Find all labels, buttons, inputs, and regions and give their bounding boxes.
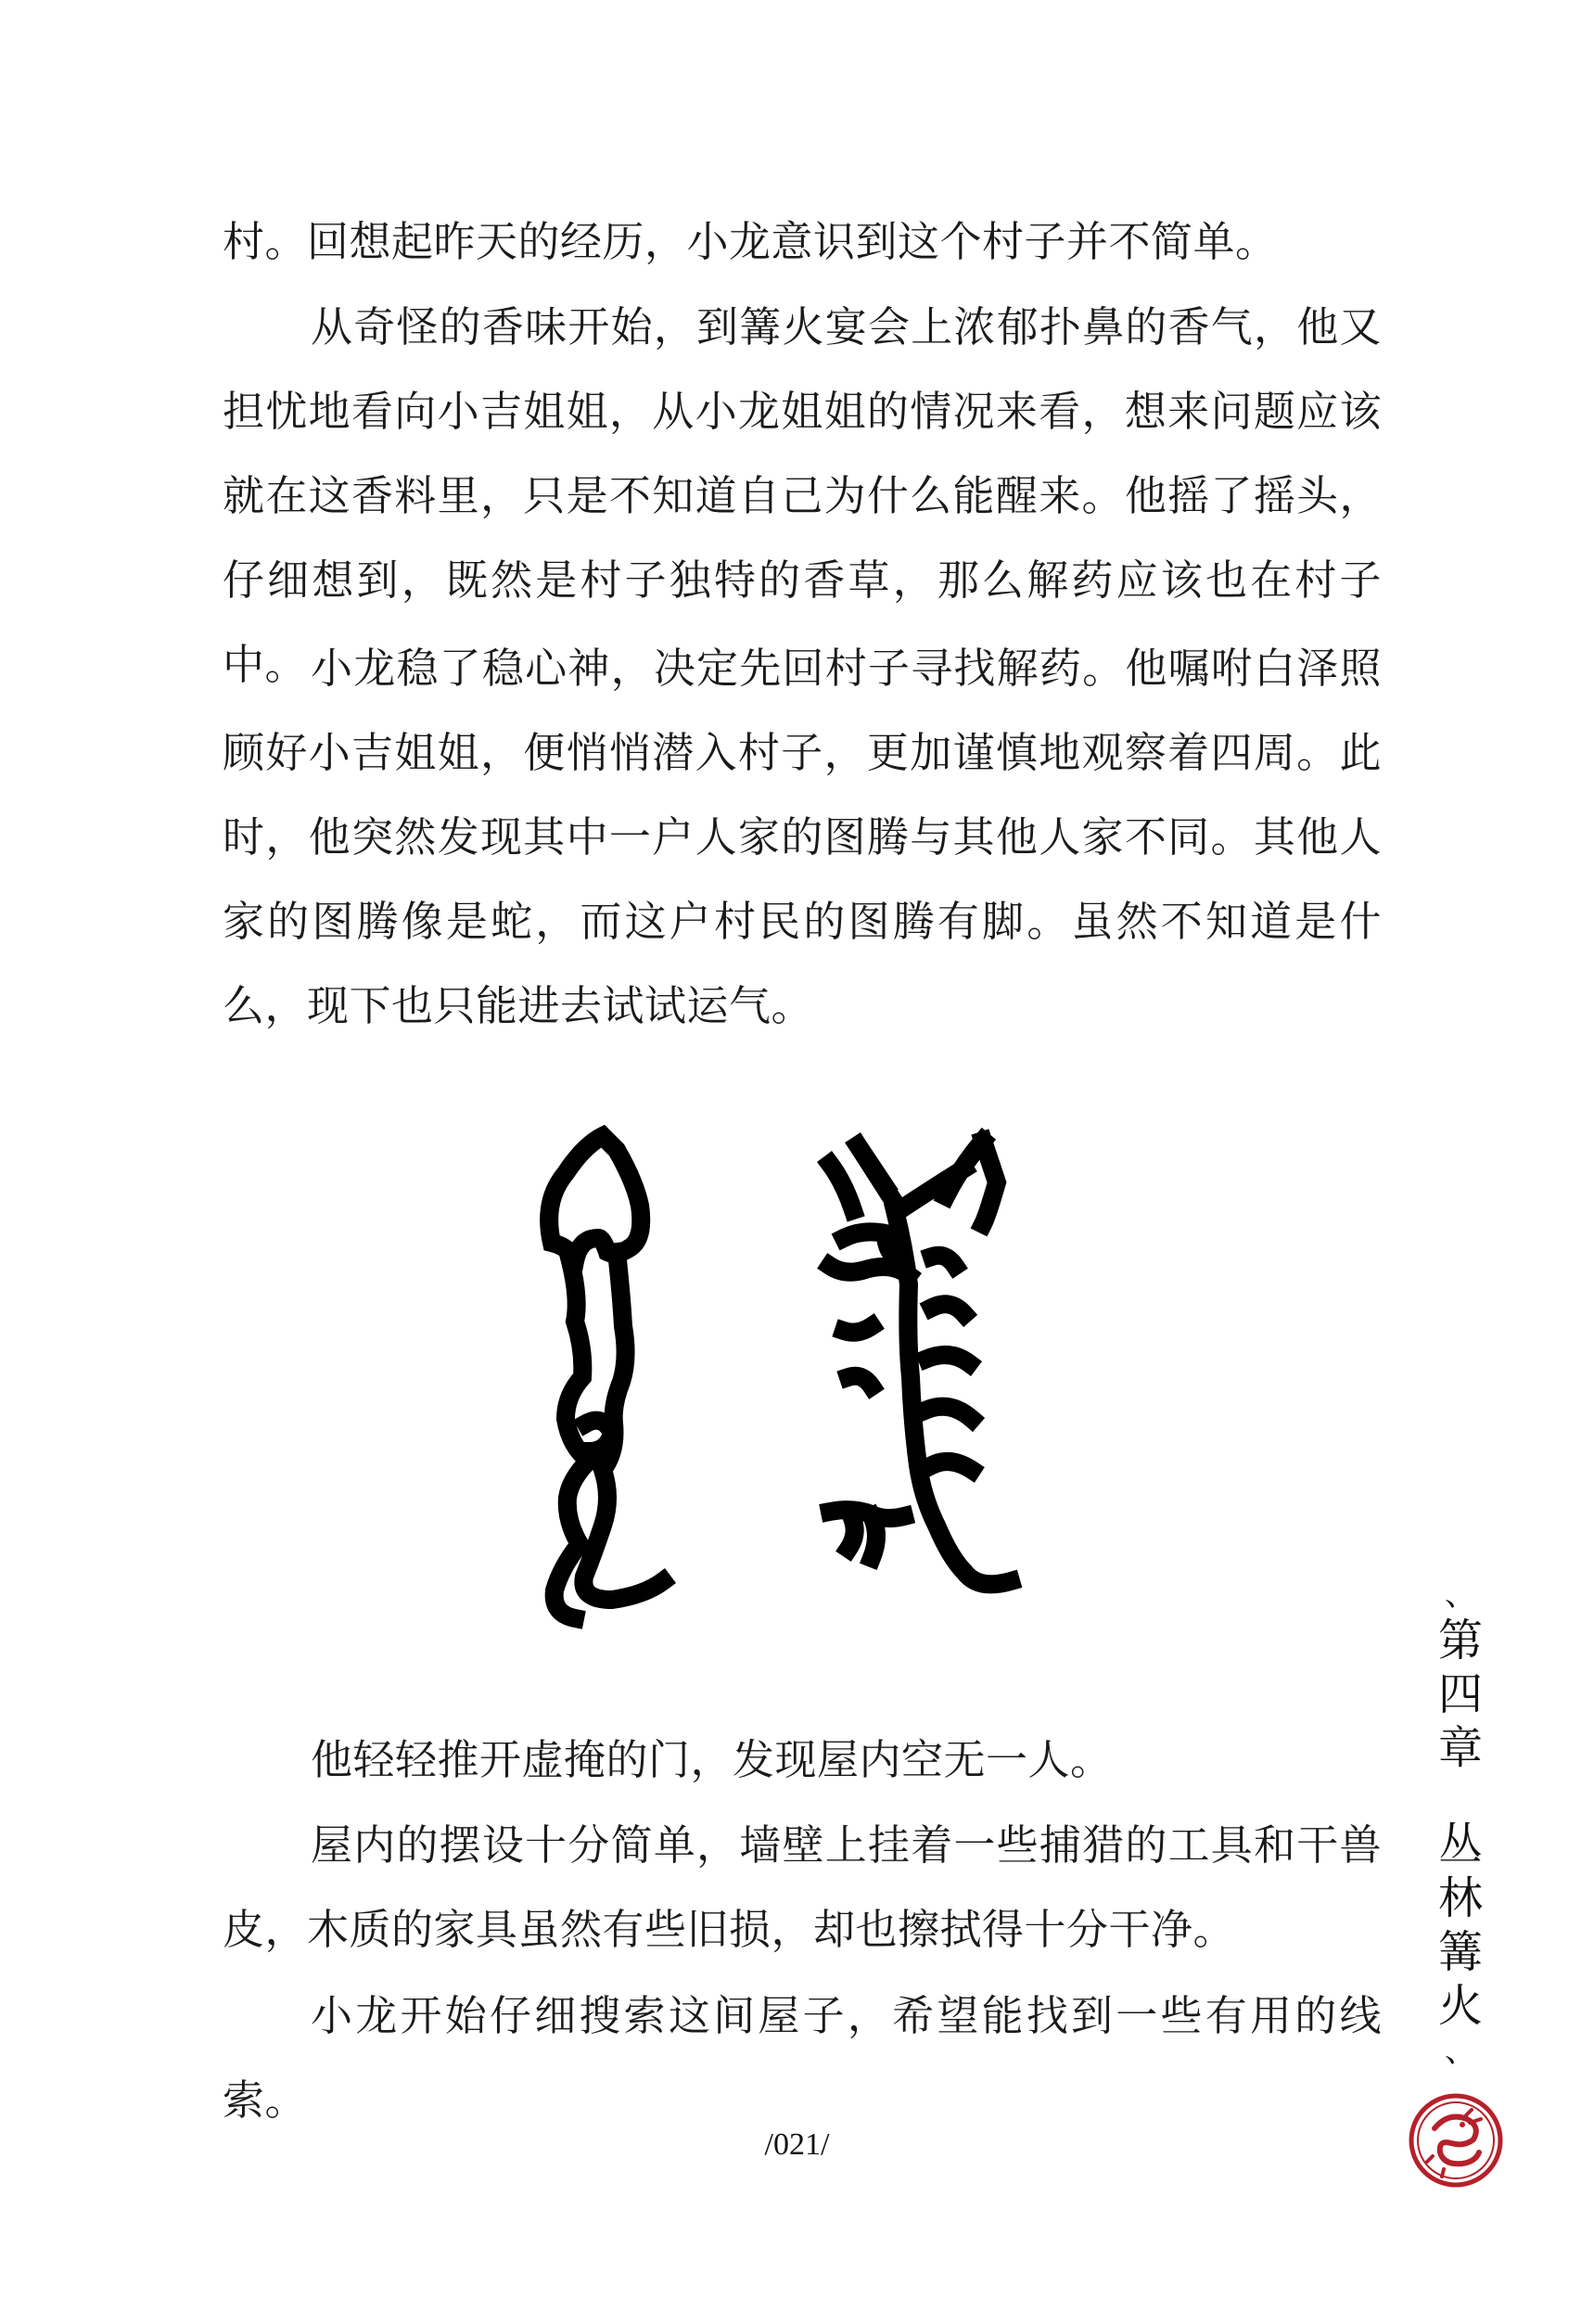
side-title-char: 火 [1437,1980,1483,2032]
side-title-dot-top: 、 [1445,1577,1476,1614]
side-title-char: 章 [1437,1722,1483,1774]
snake-glyph [549,1136,663,1618]
paragraph-1: 村。回想起昨天的经历，小龙意识到这个村子并不简单。 [223,217,1278,266]
side-title-char: 第 [1437,1615,1483,1666]
paragraph-4: 他轻轻推开虚掩的门，发现屋内空无一人。 [311,1735,1113,1784]
paragraph-6: 小龙开始仔细搜索这间屋子，希望能找到一些有用的线索。 [223,1991,1382,2125]
paragraph-5: 屋内的摆设十分简单，墙壁上挂着一些捕猎的工具和干兽皮，木质的家具虽然有些旧损，却也擦拭得十分干净。 [223,1820,1382,1954]
side-title-dot-bottom: 、 [1445,2033,1476,2070]
chapter-side-title [1428,1577,1493,2070]
side-title-char: 篝 [1437,1926,1483,1978]
oracle-bone-glyphs-illustration [464,1099,1113,1674]
side-title-char: 丛 [1437,1819,1483,1871]
side-title-char: 林 [1437,1872,1483,1924]
beast-with-feet-glyph [830,1141,1011,1584]
paragraph-3: 小龙稳了稳心神，决定先回村子寻找解药。他嘱咐白泽照顾好小吉姐姐，便悄悄潜入村子，更加谨慎地观察着四周。此时，他突然发现其中一户人家的图腾与其他人家不同。其他人家的图腾像是蛇，而这户村民的图腾有脚。虽然不知道是什么，现下也只能进去试试运气。 [223,644,1382,1030]
paragraph-2: 从奇怪的香味开始，到篝火宴会上浓郁扑鼻的香气，他又担忧地看向小吉姐姐，从小龙姐姐的情况来看，想来问题应该就在这香料里，只是不知道自己为什么能醒来。他摇了摇头，仔细想到，既然是村子独特的香草，那么解药应该也在村子中。 [223,302,1382,689]
side-title-char: 四 [1437,1668,1483,1720]
page-number: /021/ [764,2127,830,2162]
